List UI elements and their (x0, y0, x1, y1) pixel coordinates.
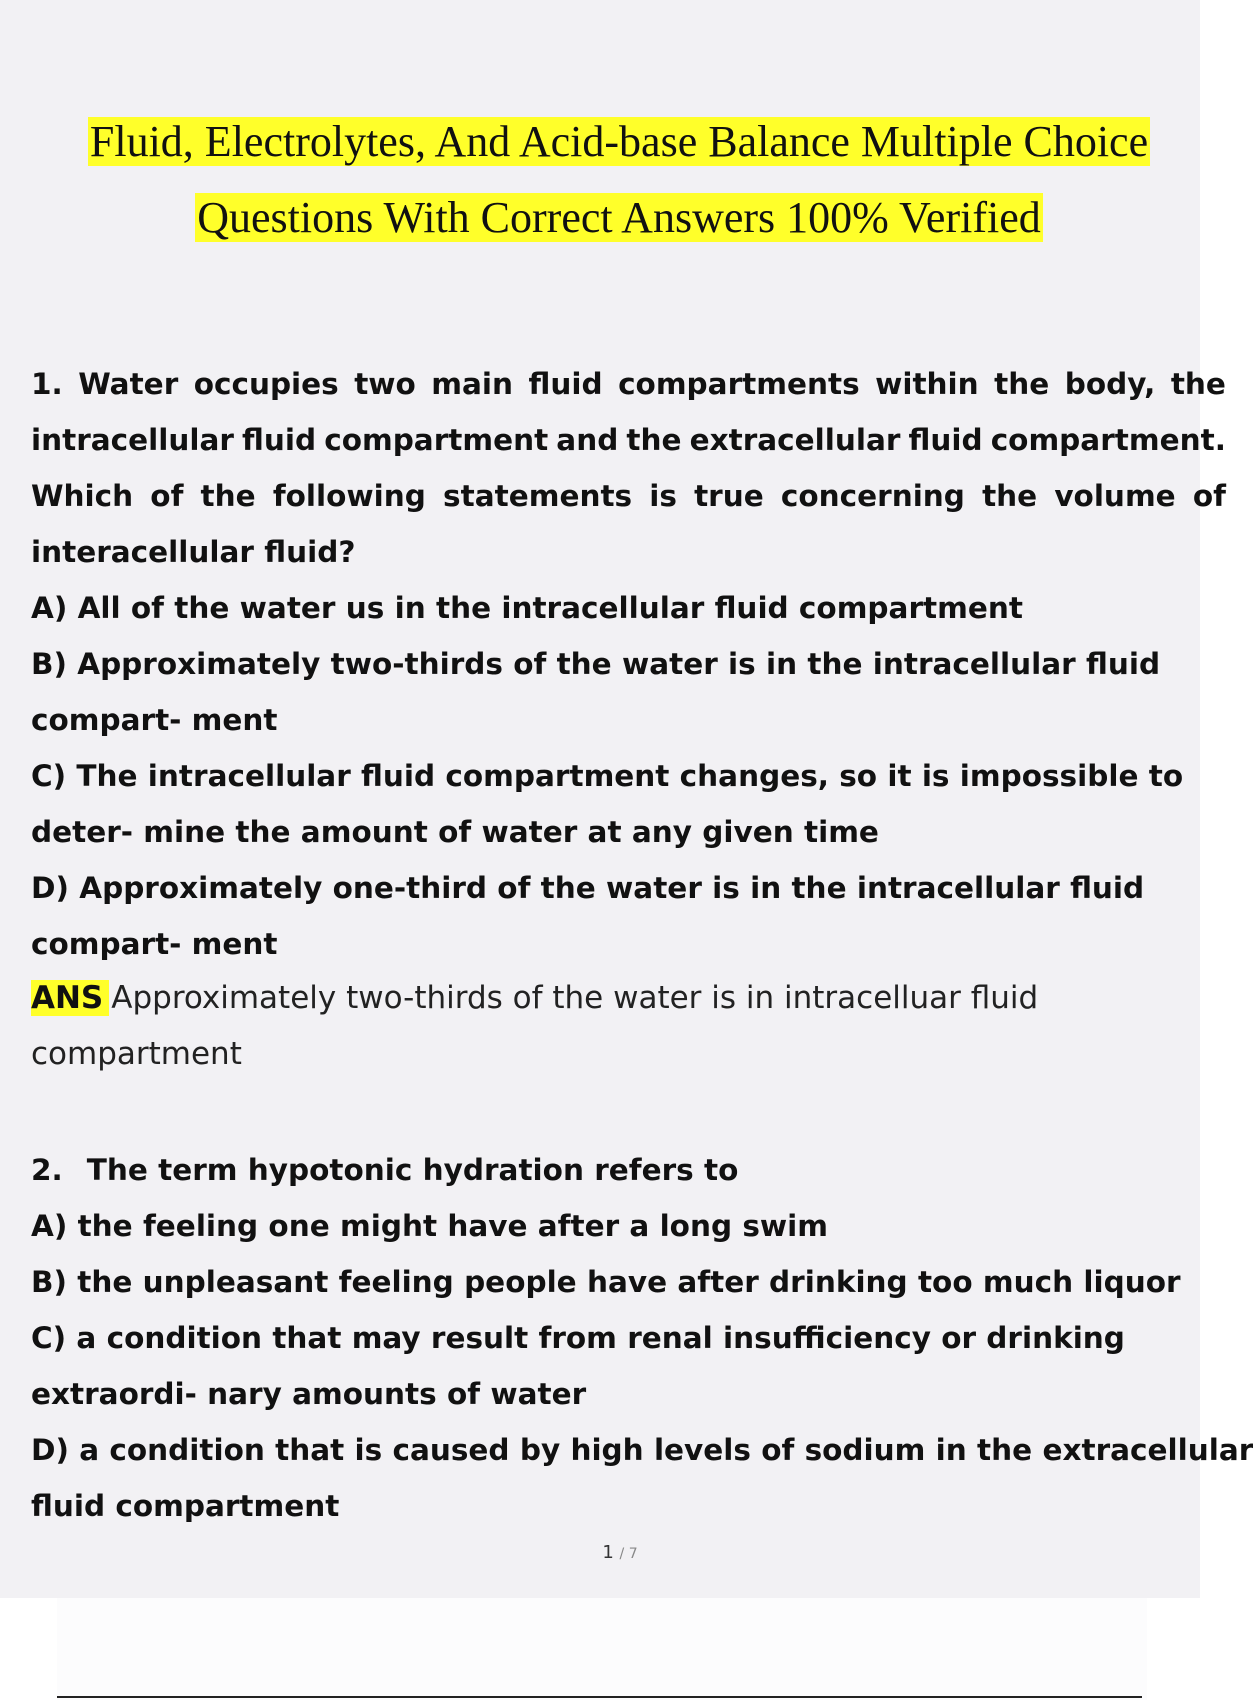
page-current: 1 (602, 1542, 614, 1563)
answer-label: ANS (31, 980, 109, 1016)
question-2-option-c: C) a condition that may result from renal insufficiency or drinking extraordi- nary amounts of water (31, 1321, 1125, 1411)
question-2-option-b: B) the unpleasant feeling people have after drinking too much liquor (31, 1265, 1181, 1299)
question-2-option-d: D) a condition that is caused by high levels of sodium in the extracellular fluid compartment (31, 1433, 1253, 1523)
title-line-2: Questions With Correct Answers 100% Verified (197, 193, 1041, 242)
question-1-option-d: D) Approximately one-third of the water is in the intracellular fluid compart- ment (31, 871, 1145, 961)
question-number: 1. (31, 367, 63, 401)
title-line-1: Fluid, Electrolytes, And Acid-base Balance Multiple Choice (89, 117, 1149, 166)
question-1-option-a: A) All of the water us in the intracellular fluid compartment (31, 591, 1023, 625)
question-2-stem (31, 1142, 1226, 1198)
question-1-option-c: C) The intracellular fluid compartment changes, so it is impossible to deter- mine the amount of water at any given time (31, 759, 1184, 849)
page-indicator (0, 1542, 1240, 1563)
page-total: / 7 (619, 1546, 638, 1562)
question-1-line-2: intracellular fluid compartment and the extracellular fluid compartment. (31, 423, 1226, 457)
document-title (0, 104, 1238, 256)
question-1-line-1: 1. Water occupies two main fluid compartments within the body, the (31, 356, 1226, 412)
question-1-answer (31, 970, 1181, 1082)
answer-text-continued: compartment (31, 1036, 242, 1072)
next-page-preview (57, 1598, 1147, 1700)
answer-text: Approximately two-thirds of the water is in intracelluar fluid (111, 980, 1039, 1016)
question-2-text: The term hypotonic hydration refers to (86, 1153, 739, 1187)
question-2-option-a: A) the feeling one might have after a long swim (31, 1209, 829, 1243)
question-number: 2. (31, 1153, 63, 1187)
question-1-line-4: interacellular fluid? (31, 535, 356, 569)
question-1-line-3: Which of the following statements is true concerning the volume of (31, 479, 1226, 513)
question-1-option-b: B) Approximately two-thirds of the water is in the intracellular fluid compart- ment (31, 647, 1161, 737)
question-1-stem (31, 356, 1226, 580)
page-divider-line (57, 1696, 1142, 1698)
